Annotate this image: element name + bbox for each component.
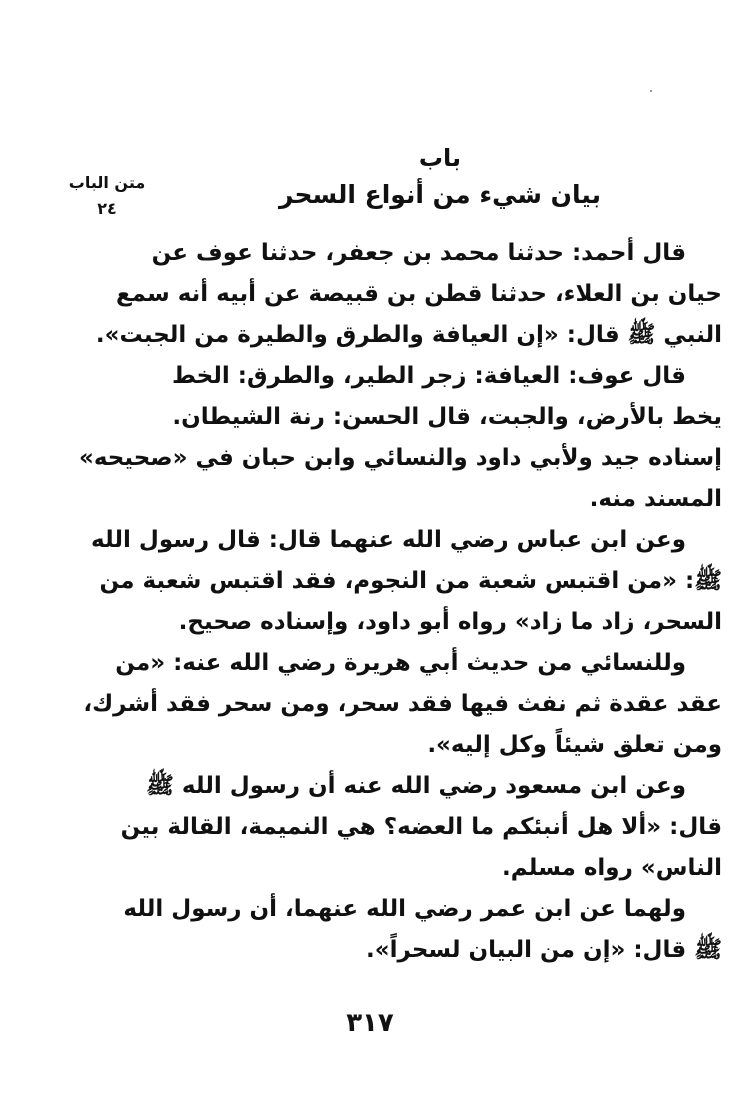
text-line: وعن ابن عباس رضي الله عنهما قال: قال رسول الله — [91, 527, 686, 553]
body-text — [79, 233, 722, 971]
text-line: قال: «ألا هل أنبئكم ما العضه؟ هي النميمة، القالة بين — [120, 814, 722, 840]
page-speck — [650, 90, 652, 92]
text-line: ولهما عن ابن عمر رضي الله عنهما، أن رسول الله — [123, 896, 686, 922]
text-line: الناس» رواه مسلم. — [502, 855, 722, 881]
text-line: وعن ابن مسعود رضي الله عنه أن رسول الله ﷺ — [146, 773, 686, 799]
chapter-heading — [160, 140, 720, 214]
paragraph — [95, 233, 722, 356]
text-line: ﷺ: «من اقتبس شعبة من النجوم، فقد اقتبس شعبة من — [99, 568, 722, 594]
text-line: حيان بن العلاء، حدثنا قطن بن قبيصة عن أبيه أنه سمع — [115, 281, 722, 307]
margin-note-number: ٢٤ — [97, 199, 117, 218]
text-line: السحر، زاد ما زاد» رواه أبو داود، وإسناده صحيح. — [178, 609, 722, 635]
text-line: يخط بالأرض، والجبت، قال الحسن: رنة الشيطان. — [172, 404, 722, 430]
text-line: النبي ﷺ قال: «إن العيافة والطرق والطيرة من الجبت». — [95, 322, 722, 348]
chapter-word: باب — [418, 144, 462, 172]
margin-note — [52, 170, 162, 222]
paragraph — [79, 356, 722, 520]
paragraph — [120, 766, 722, 889]
text-line: قال أحمد: حدثنا محمد بن جعفر، حدثنا عوف عن — [151, 240, 686, 266]
text-line: وللنسائي من حديث أبي هريرة رضي الله عنه: «من — [115, 650, 686, 676]
margin-note-label: متن الباب — [68, 173, 146, 192]
paragraph — [123, 889, 722, 971]
text-line: قال عوف: العيافة: زجر الطير، والطرق: الخط — [172, 363, 686, 389]
text-line: إسناده جيد ولأبي داود والنسائي وابن حبان في «صحيحه» — [79, 445, 722, 471]
text-line: ومن تعلق شيئاً وكل إليه». — [427, 732, 722, 758]
page-number: ٣١٧ — [346, 1008, 394, 1038]
paragraph — [83, 643, 722, 766]
text-line: عقد عقدة ثم نفث فيها فقد سحر، ومن سحر فقد أشرك، — [83, 691, 722, 717]
paragraph — [91, 520, 722, 643]
text-line: المسند منه. — [589, 486, 722, 512]
text-line: ﷺ قال: «إن من البيان لسحراً». — [366, 937, 722, 963]
chapter-title: بيان شيء من أنواع السحر — [278, 180, 601, 209]
